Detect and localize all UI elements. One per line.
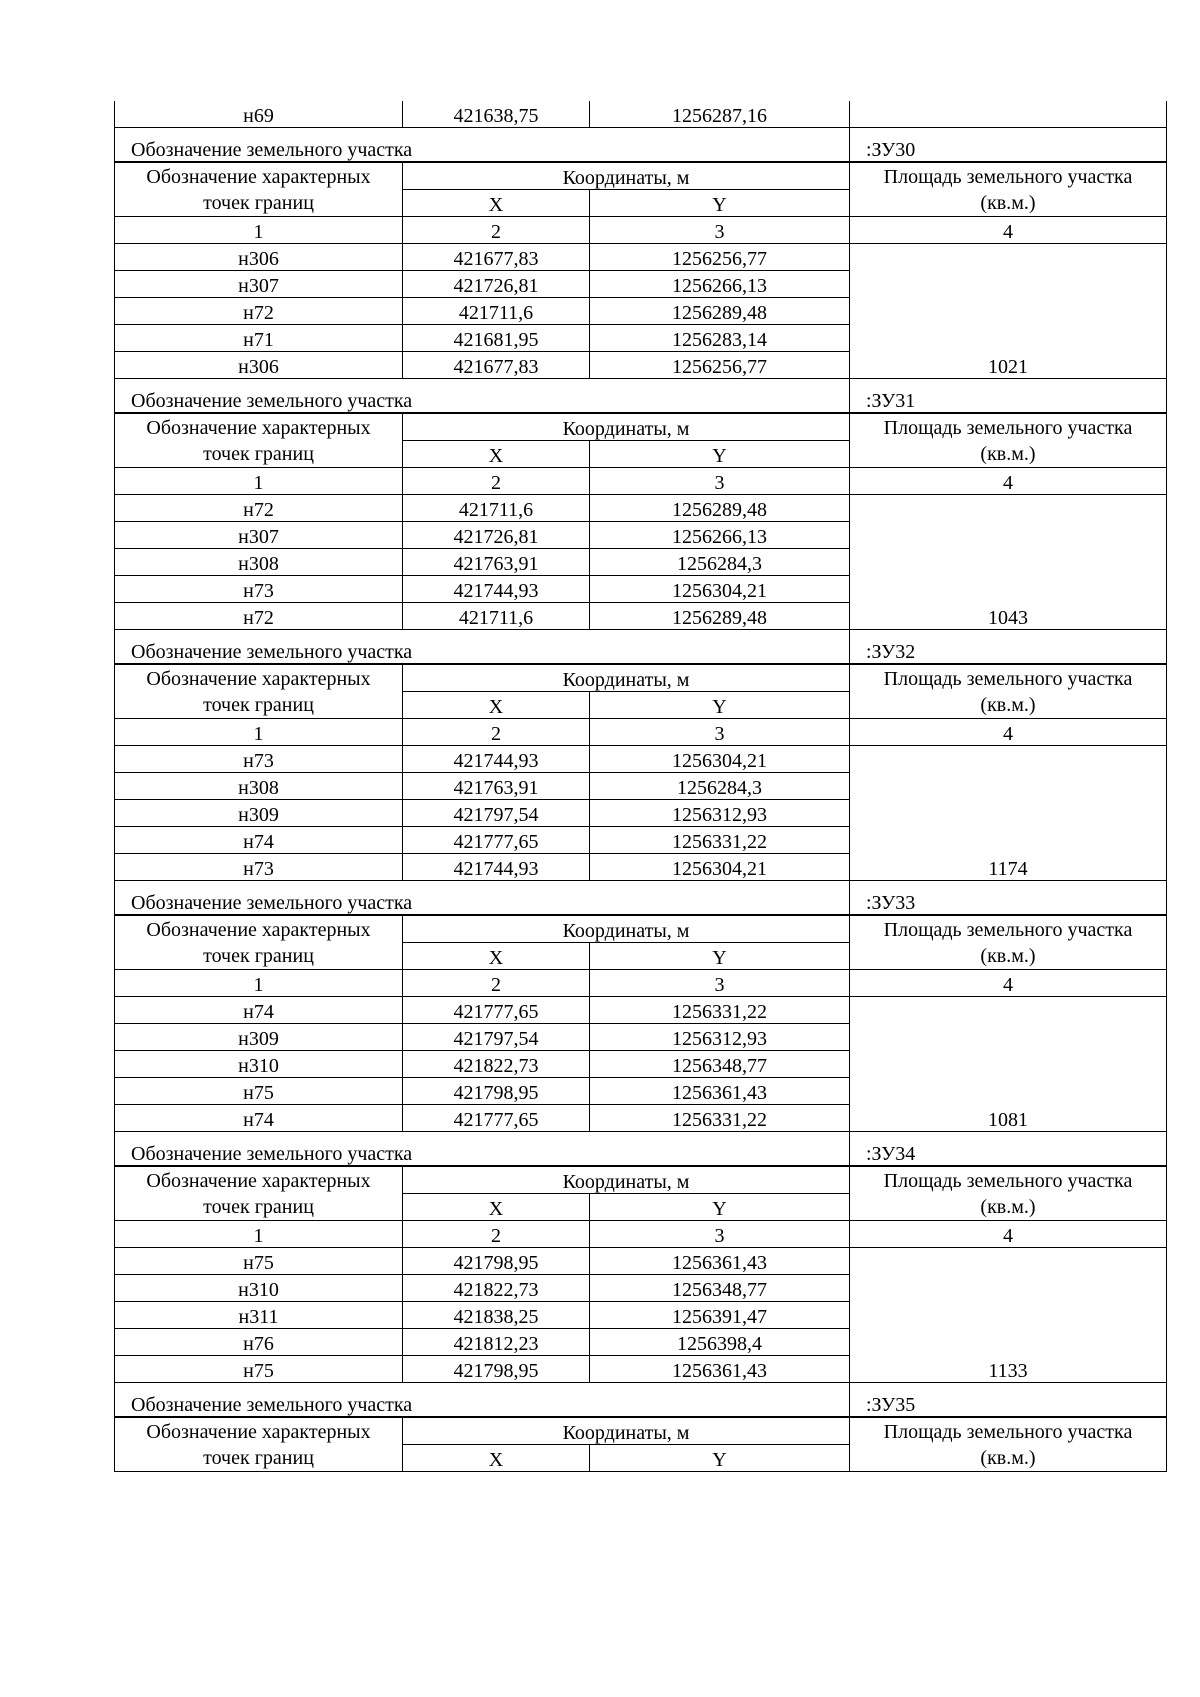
coordinates-header: Координаты, м (403, 1417, 850, 1445)
x-value: 421797,54 (403, 800, 590, 827)
parcel-id: :ЗУ35 (850, 1383, 1167, 1418)
parcel-designation-label: Обозначение земельного участка (115, 1383, 850, 1418)
x-value: 421677,83 (403, 352, 590, 379)
column-number: 3 (590, 217, 850, 244)
coordinates-header: Координаты, м (403, 413, 850, 441)
column-number: 3 (590, 970, 850, 997)
x-value: 421777,65 (403, 827, 590, 854)
x-header: X (403, 943, 590, 970)
y-value: 1256331,22 (590, 997, 850, 1024)
point-name: н307 (115, 271, 403, 298)
coordinates-table-body (115, 101, 1167, 1472)
y-value: 1256283,14 (590, 325, 850, 352)
table-row (115, 101, 1167, 128)
column-number: 4 (850, 719, 1167, 746)
x-value: 421798,95 (403, 1078, 590, 1105)
x-value: 421744,93 (403, 746, 590, 773)
area-header: Площадь земельного участка (кв.м.) (850, 413, 1167, 468)
header-row (115, 1166, 1167, 1194)
x-value: 421711,6 (403, 603, 590, 630)
y-header: Y (590, 943, 850, 970)
column-number: 3 (590, 468, 850, 495)
point-name: н72 (115, 298, 403, 325)
y-value: 1256304,21 (590, 854, 850, 881)
coordinates-header: Координаты, м (403, 915, 850, 943)
area-header: Площадь земельного участка (кв.м.) (850, 664, 1167, 719)
point-name: н307 (115, 522, 403, 549)
column-number: 1 (115, 719, 403, 746)
point-name: н75 (115, 1248, 403, 1275)
point-name: н311 (115, 1302, 403, 1329)
point-name: н73 (115, 576, 403, 603)
x-value: 421677,83 (403, 244, 590, 271)
y-value: 1256289,48 (590, 603, 850, 630)
y-value: 1256266,13 (590, 522, 850, 549)
coordinates-header: Координаты, м (403, 1166, 850, 1194)
y-value: 1256256,77 (590, 352, 850, 379)
y-value: 1256284,3 (590, 549, 850, 576)
x-value: 421812,23 (403, 1329, 590, 1356)
points-designation-header: Обозначение характерных точек границ (115, 664, 403, 719)
header-row (115, 915, 1167, 943)
x-value: 421744,93 (403, 854, 590, 881)
header-row (115, 413, 1167, 441)
area-header: Площадь земельного участка (кв.м.) (850, 915, 1167, 970)
column-numbers-row (115, 468, 1167, 495)
x-header: X (403, 1194, 590, 1221)
area-value: 1081 (850, 997, 1167, 1132)
area-header: Площадь земельного участка (кв.м.) (850, 1166, 1167, 1221)
x-value: 421763,91 (403, 773, 590, 800)
column-numbers-row (115, 1221, 1167, 1248)
header-row (115, 664, 1167, 692)
point-name: н71 (115, 325, 403, 352)
coordinates-header: Координаты, м (403, 162, 850, 190)
column-number: 1 (115, 970, 403, 997)
column-number: 1 (115, 217, 403, 244)
x-value: 421822,73 (403, 1275, 590, 1302)
point-name: н306 (115, 352, 403, 379)
parcel-designation-label: Обозначение земельного участка (115, 630, 850, 665)
column-number: 2 (403, 1221, 590, 1248)
column-numbers-row (115, 970, 1167, 997)
header-row (115, 162, 1167, 190)
point-name: н308 (115, 549, 403, 576)
point-name: н76 (115, 1329, 403, 1356)
parcel-id: :ЗУ31 (850, 379, 1167, 414)
area-value: 1043 (850, 495, 1167, 630)
y-value: 1256289,48 (590, 495, 850, 522)
point-name: н75 (115, 1078, 403, 1105)
parcel-id: :ЗУ33 (850, 881, 1167, 916)
x-value: 421763,91 (403, 549, 590, 576)
point-name: н74 (115, 827, 403, 854)
point-name: н72 (115, 603, 403, 630)
y-value: 1256266,13 (590, 271, 850, 298)
column-numbers-row (115, 217, 1167, 244)
y-value: 1256331,22 (590, 827, 850, 854)
x-value: 421798,95 (403, 1356, 590, 1383)
point-name: н74 (115, 997, 403, 1024)
point-name: н309 (115, 1024, 403, 1051)
x-value: 421726,81 (403, 271, 590, 298)
parcel-designation-label: Обозначение земельного участка (115, 881, 850, 916)
points-designation-header: Обозначение характерных точек границ (115, 1417, 403, 1472)
y-value: 1256284,3 (590, 773, 850, 800)
x-value: 421726,81 (403, 522, 590, 549)
parcel-designation-label: Обозначение земельного участка (115, 379, 850, 414)
y-value: 1256331,22 (590, 1105, 850, 1132)
x-value: 421838,25 (403, 1302, 590, 1329)
parcel-title-row (115, 1132, 1167, 1167)
y-value: 1256348,77 (590, 1051, 850, 1078)
x-value: 421822,73 (403, 1051, 590, 1078)
parcel-id: :ЗУ34 (850, 1132, 1167, 1167)
x-value: 421711,6 (403, 298, 590, 325)
point-name: н306 (115, 244, 403, 271)
x-value: 421777,65 (403, 1105, 590, 1132)
x-value: 421681,95 (403, 325, 590, 352)
x-value: 421797,54 (403, 1024, 590, 1051)
points-designation-header: Обозначение характерных точек границ (115, 915, 403, 970)
column-number: 1 (115, 468, 403, 495)
parcel-designation-label: Обозначение земельного участка (115, 128, 850, 163)
point-name: н75 (115, 1356, 403, 1383)
table-row (115, 244, 1167, 271)
y-value: 1256391,47 (590, 1302, 850, 1329)
point-name: н74 (115, 1105, 403, 1132)
x-value: 421744,93 (403, 576, 590, 603)
column-number: 2 (403, 719, 590, 746)
y-value: 1256348,77 (590, 1275, 850, 1302)
x-value: 421798,95 (403, 1248, 590, 1275)
parcel-title-row (115, 881, 1167, 916)
y-value: 1256361,43 (590, 1248, 850, 1275)
points-designation-header: Обозначение характерных точек границ (115, 162, 403, 217)
column-number: 3 (590, 719, 850, 746)
y-value: 1256398,4 (590, 1329, 850, 1356)
point-name: н69 (115, 101, 403, 128)
area-value: 1174 (850, 746, 1167, 881)
header-row (115, 1417, 1167, 1445)
column-number: 2 (403, 217, 590, 244)
table-row (115, 997, 1167, 1024)
parcel-designation-label: Обозначение земельного участка (115, 1132, 850, 1167)
points-designation-header: Обозначение характерных точек границ (115, 1166, 403, 1221)
parcel-title-row (115, 1383, 1167, 1418)
point-name: н73 (115, 746, 403, 773)
parcel-title-row (115, 128, 1167, 163)
y-header: Y (590, 1445, 850, 1472)
table-row (115, 495, 1167, 522)
table-row (115, 1248, 1167, 1275)
x-value: 421777,65 (403, 997, 590, 1024)
column-number: 4 (850, 468, 1167, 495)
point-name: н72 (115, 495, 403, 522)
column-number: 1 (115, 1221, 403, 1248)
area-header: Площадь земельного участка (кв.м.) (850, 1417, 1167, 1472)
parcel-title-row (115, 379, 1167, 414)
column-number: 3 (590, 1221, 850, 1248)
parcel-title-row (115, 630, 1167, 665)
column-number: 4 (850, 217, 1167, 244)
y-value: 1256361,43 (590, 1078, 850, 1105)
y-value: 1256361,43 (590, 1356, 850, 1383)
column-number: 2 (403, 970, 590, 997)
point-name: н73 (115, 854, 403, 881)
point-name: н309 (115, 800, 403, 827)
y-value: 1256304,21 (590, 576, 850, 603)
column-numbers-row (115, 719, 1167, 746)
area-value: 1021 (850, 244, 1167, 379)
y-value: 1256256,77 (590, 244, 850, 271)
y-header: Y (590, 1194, 850, 1221)
column-number: 4 (850, 970, 1167, 997)
x-header: X (403, 441, 590, 468)
table-row (115, 746, 1167, 773)
coordinates-header: Координаты, м (403, 664, 850, 692)
point-name: н310 (115, 1275, 403, 1302)
column-number: 4 (850, 1221, 1167, 1248)
coordinates-table (114, 101, 1167, 1472)
y-header: Y (590, 441, 850, 468)
points-designation-header: Обозначение характерных точек границ (115, 413, 403, 468)
y-header: Y (590, 692, 850, 719)
x-header: X (403, 190, 590, 217)
x-value: 421638,75 (403, 101, 590, 128)
parcel-id: :ЗУ32 (850, 630, 1167, 665)
point-name: н310 (115, 1051, 403, 1078)
parcel-id: :ЗУ30 (850, 128, 1167, 163)
x-value: 421711,6 (403, 495, 590, 522)
y-value: 1256312,93 (590, 1024, 850, 1051)
column-number: 2 (403, 468, 590, 495)
y-value: 1256304,21 (590, 746, 850, 773)
y-value: 1256287,16 (590, 101, 850, 128)
y-header: Y (590, 190, 850, 217)
x-header: X (403, 1445, 590, 1472)
point-name: н308 (115, 773, 403, 800)
x-header: X (403, 692, 590, 719)
y-value: 1256312,93 (590, 800, 850, 827)
area-cell (850, 101, 1167, 128)
area-header: Площадь земельного участка (кв.м.) (850, 162, 1167, 217)
y-value: 1256289,48 (590, 298, 850, 325)
area-value: 1133 (850, 1248, 1167, 1383)
